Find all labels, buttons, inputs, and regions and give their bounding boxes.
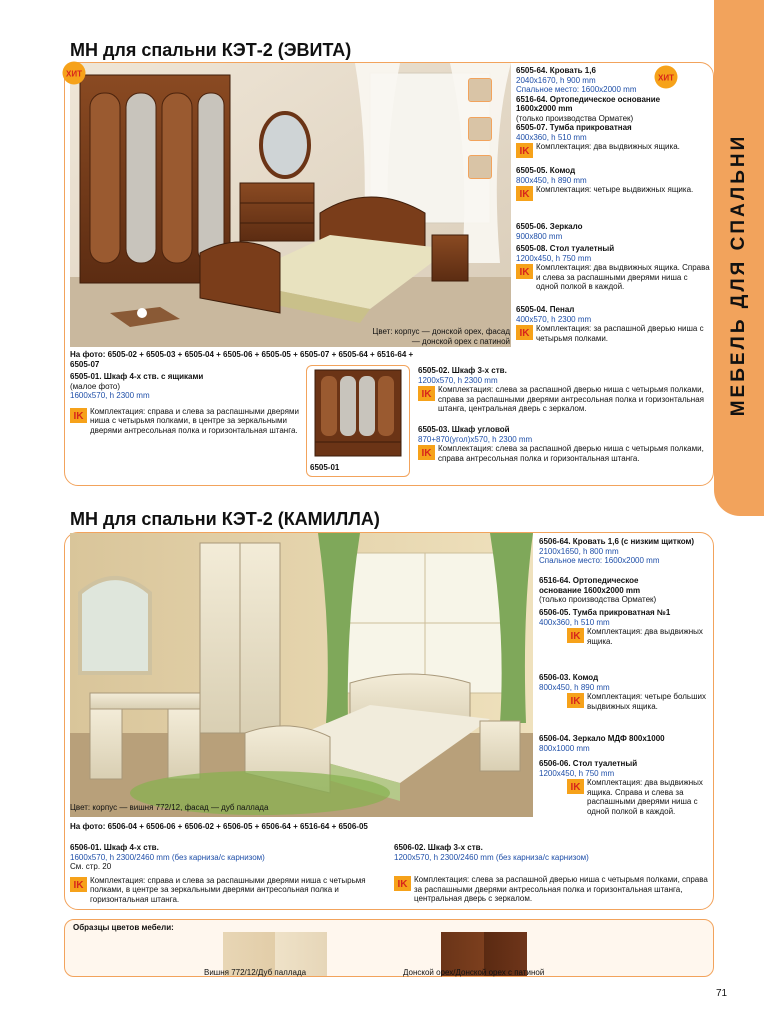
kamilla-item-mirror: 6506-04. Зеркало МДФ 800x1000 800x1000 mm — [539, 734, 665, 753]
kamilla-item-base: 6516-64. Ортопедическое основание 1600x2000 mm (только производства Орматек) — [539, 576, 657, 604]
evita-bedroom-photo — [70, 63, 511, 347]
evita-base-title: 6516-64. Ортопедическое основание 1600x2000 mm — [516, 94, 661, 113]
kamilla-item-wardrobe-4: 6506-01. Шкаф 4-х ств. 1600x570, h 2300/2460 mm (без карниза/с карнизом) См. стр. 20 IK Комплектация: справа и слева за распашными дверями ниша с четырьмя полками, в центре за зеркальными дверями антресольная полка и горизонтальная штанга. — [70, 843, 366, 904]
evita-photo-color-caption: Цвет: корпус — донской орех, фасад — донской орех с патиной — [372, 327, 510, 346]
hit-badge-icon — [654, 65, 678, 89]
komplektatsiya-icon — [516, 143, 533, 158]
hit-badge-icon — [62, 61, 86, 85]
evita-small-wardrobe-photo — [307, 366, 409, 458]
svg-text:IK: IK — [570, 696, 581, 707]
svg-text:IK: IK — [73, 410, 84, 422]
svg-text:IK: IK — [73, 879, 84, 891]
kamilla-na-foto: На фото: 6506-04 + 6506-06 + 6506-02 + 6506-05 + 6506-64 + 6516-64 + 6506-05 — [70, 822, 368, 831]
komplektatsiya-icon — [567, 693, 584, 708]
kamilla-item-bed: 6506-64. Кровать 1,6 (с низким щитком) 2100x1650, h 800 mm Спальное место: 1600x2000 mm — [539, 537, 695, 565]
hit-badge-label: ХИТ — [658, 73, 674, 83]
komplektatsiya-icon — [516, 325, 533, 340]
komplektatsiya-icon — [394, 876, 411, 891]
komplektatsiya-icon — [418, 386, 435, 401]
evita-nightstand-dims: 400x360, h 510 mm — [516, 132, 587, 142]
kamilla-item-wardrobe-3: 6506-02. Шкаф 3-х ств. 1200x570, h 2300/2460 mm (без карниза/с карнизом) IK Комплектация: слева за распашной дверью ниша с четырьмя полками, справа за распашными дверями антресольная полка и горизонтальная штанга, центральная дверь с зеркалом. — [394, 843, 708, 903]
evita-bed-sleep: Спальное место: 1600x2000 mm — [516, 85, 637, 94]
svg-text:IK: IK — [570, 631, 581, 642]
kamilla-item-komod: 6506-03. Комод 800x450, h 890 mm IK Комплектация: четыре больших выдвижных ящика. — [539, 673, 706, 711]
evita-item-mirror: 6505-06. Зеркало 900x800 mm — [516, 222, 583, 241]
kamilla-item-nightstand: 6506-05. Тумба прикроватная №1 400x360, h 510 mm IK Комплектация: два выдвижных ящика. — [539, 608, 703, 646]
evita-item-komod: 6505-05. Комод 800x450, h 890 mm IK Комплектация: четыре выдвижных ящика. — [516, 166, 694, 200]
hit-badge-label: ХИТ — [66, 69, 82, 79]
svg-text:IK: IK — [519, 146, 530, 157]
evita-item-table: 6505-08. Стол туалетный 1200x450, h 750 mm IK Комплектация: два выдвижных ящика. Справа и слева за распашными дверями ниша с одной полкой в каждой. — [516, 244, 710, 291]
evita-section-title: МН для спальни КЭТ-2 (ЭВИТА) — [70, 40, 352, 60]
side-category-tab — [714, 0, 764, 516]
svg-text:IK: IK — [519, 267, 530, 278]
evita-item-wardrobe-4: 6505-01. Шкаф 4-х ств. с ящиками (малое фото) 1600x570, h 2300 mm IK Комплектация: справа и слева за распашными дверями ниша с четырьмя полками, в центре за зеркальными дверями антресольная полка и горизонтальная штанга. — [70, 372, 299, 435]
swatch-light-label: Вишня 772/12/Дуб паллада — [204, 968, 307, 977]
kamilla-bedroom-photo — [70, 533, 533, 817]
svg-text:IK: IK — [421, 389, 432, 400]
evita-nightstand-note: IK Комплектация: два выдвижных ящика. — [516, 142, 712, 158]
kamilla-section-title: МН для спальни КЭТ-2 (КАМИЛЛА) — [70, 509, 380, 529]
page-number: 71 — [716, 988, 728, 999]
svg-text:IK: IK — [421, 448, 432, 459]
evita-small-photo-label: 6505-01 — [310, 463, 340, 472]
thumb-nightstand-photo — [468, 155, 492, 179]
thumb-base-photo — [468, 117, 492, 141]
side-category-label: МЕБЕЛЬ ДЛЯ СПАЛЬНИ — [728, 133, 749, 417]
kamilla-photo-color-caption: Цвет: корпус — вишня 772/12, фасад — дуб паллада — [70, 803, 269, 812]
color-swatches-panel — [64, 919, 714, 977]
komplektatsiya-icon — [70, 408, 87, 423]
evita-bed-dims: 2040x1670, h 900 mm — [516, 75, 596, 85]
komplektatsiya-icon — [567, 628, 584, 643]
komplektatsiya-icon — [418, 445, 435, 460]
evita-nightstand-title: 6505-07. Тумба прикроватная — [516, 123, 632, 132]
evita-bed-title: 6505-64. Кровать 1,6 — [516, 66, 596, 75]
evita-right-items — [516, 66, 712, 158]
swatches-title: Образцы цветов мебели: — [73, 923, 174, 932]
evita-item-penal: 6505-04. Пенал 400x570, h 2300 mm IK Комплектация: за распашной дверью ниша с четырьмя полками. — [516, 305, 704, 343]
komplektatsiya-icon — [516, 264, 533, 279]
evita-small-photo-frame — [306, 365, 410, 477]
swatch-dark-label: Донской орех/Донской орех с патиной — [403, 968, 545, 977]
svg-text:IK: IK — [519, 189, 530, 200]
svg-text:IK: IK — [519, 328, 530, 339]
kamilla-item-table: 6506-06. Стол туалетный 1200x450, h 750 mm IK Комплектация: два выдвижных ящика. Справа и слева за распашными дверями ниша с одной полкой в каждой. — [539, 759, 703, 816]
komplektatsiya-icon — [70, 877, 87, 892]
komplektatsiya-icon — [567, 779, 584, 794]
thumb-bed-photo — [468, 78, 492, 102]
evita-base-sub: (только производства Орматек) — [516, 113, 634, 123]
evita-item-bed — [516, 66, 712, 95]
svg-text:IK: IK — [397, 879, 408, 890]
evita-item-nightstand — [516, 123, 712, 158]
evita-item-wardrobe-3: 6505-02. Шкаф 3-х ств. 1200x570, h 2300 mm IK Комплектация: слева за распашной дверью ниша с четырьмя полками, справа за распашными дверями антресольная полка и горизонтальная штанга, центральная дверь с зеркалом. — [418, 366, 704, 413]
evita-na-foto: На фото: 6505-02 + 6505-03 + 6505-04 + 6505-06 + 6505-05 + 6505-07 + 6505-64 + 6516-64 + 6505-07 — [70, 350, 414, 369]
evita-item-base — [516, 95, 666, 124]
komplektatsiya-icon — [516, 186, 533, 201]
svg-text:IK: IK — [570, 782, 581, 793]
evita-item-corner-wardrobe: 6505-03. Шкаф угловой 870+870(угол)x570, h 2300 mm IK Комплектация: слева за распашной дверью ниша с четырьмя полками, справа антресольная полка и горизонтальная штанга. — [418, 425, 704, 463]
